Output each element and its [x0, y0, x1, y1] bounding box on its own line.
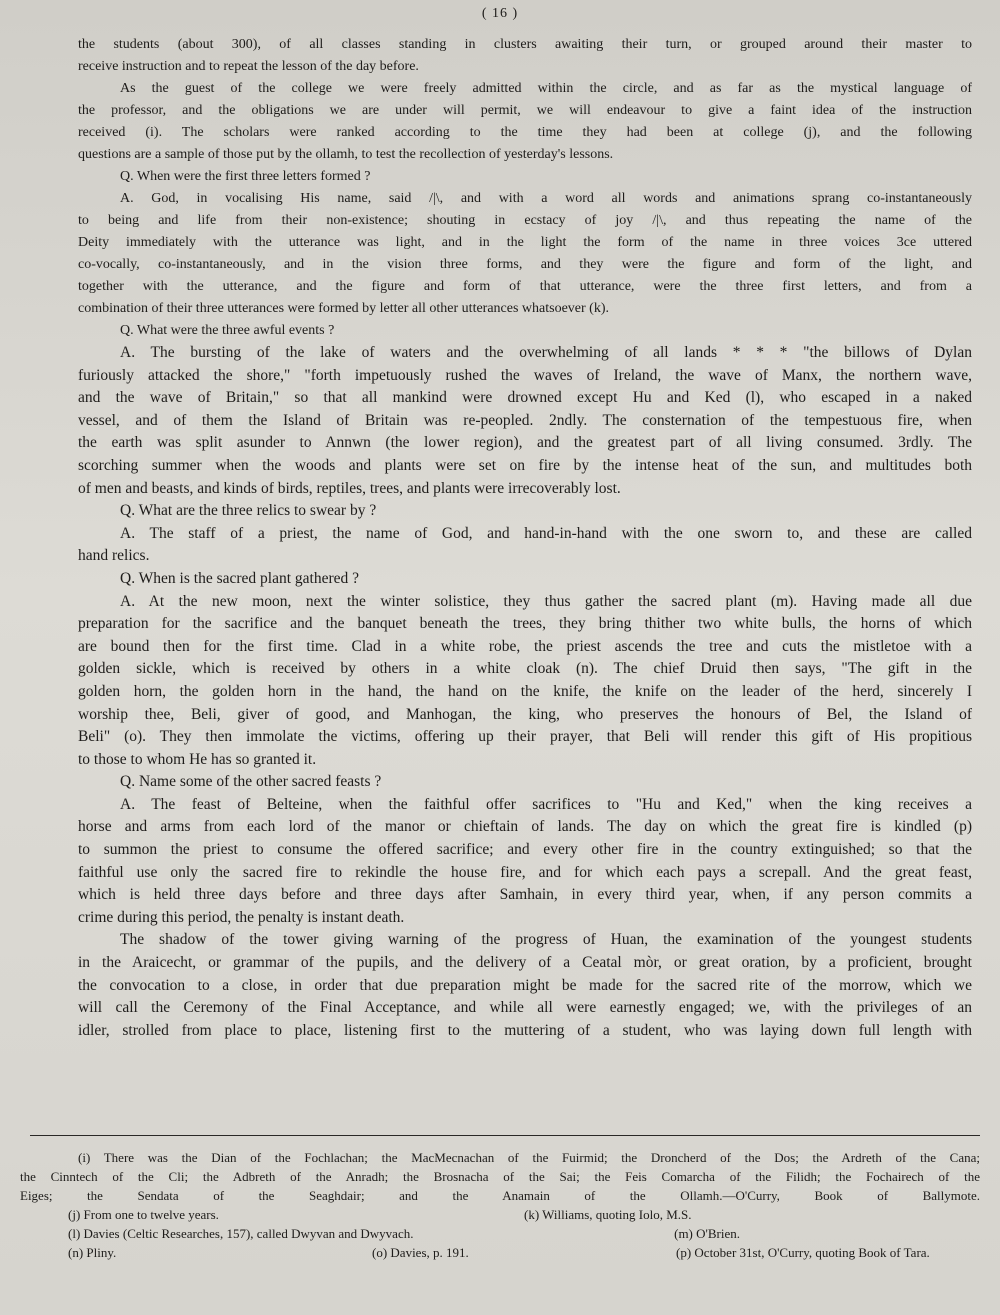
text-line: questions are a sample of those put by the ollamh, to test the recollection of yesterday's lessons. — [78, 147, 614, 162]
footnote-l: (l) Davies (Celtic Researches, 157), called Dwyvan and Dwyvach. — [68, 1226, 414, 1241]
text-line: combination of their three utterances were formed by letter all other utterances whatsoever (k). — [78, 301, 609, 316]
text-line: golden horn, the golden horn in the hand, the hand on the knife, the knife on the leader of the herd, sincerely I — [78, 682, 972, 700]
text-line: A. At the new moon, next the winter solistice, they thus gather the sacred plant (m). Having made all due — [120, 592, 972, 610]
text-line: received (i). The scholars were ranked according to the time they had been at college (j), and the following — [78, 125, 972, 140]
text-line: in the Araicecht, or grammar of the pupils, and the delivery of a Ceatal mòr, or great oration, by a proficient, brought — [78, 954, 972, 972]
text-line: the professor, and the obligations we are under will permit, we will endeavour to give a faint idea of the instruction — [78, 103, 972, 118]
footnote-divider — [30, 1135, 980, 1136]
text-line: Deity immediately with the utterance was light, and in the light the form of the name in three voices 3ce uttered — [78, 235, 972, 250]
text-line: faithful use only the sacred fire to rekindle the house fire, and for which each pays a screpall. And the great feast, — [78, 863, 972, 881]
text-line: golden sickle, which is received by others in a white cloak (n). The chief Druid then says, "The gift in the — [78, 660, 972, 678]
body-text — [78, 34, 972, 1042]
footnote-n: (n) Pliny. — [68, 1245, 117, 1260]
footnote-line: Eiges; the Sendata of the Seaghdair; and the Anamain of the Ollamh.—O'Curry, Book of Ballymote. — [20, 1188, 980, 1203]
footnote-j: (j) From one to twelve years. — [68, 1207, 219, 1222]
text-line: A. The staff of a priest, the name of God, and hand-in-hand with the one sworn to, and these are called — [120, 524, 972, 542]
text-line: to summon the priest to consume the offered sacrifice; and every other fire in the country extinguished; so that the — [78, 841, 972, 859]
text-line: worship thee, Beli, giver of good, and Manhogan, the king, who preserves the honours of Bel, the Island of — [78, 705, 972, 723]
question-line: Q. What are the three relics to swear by ? — [120, 502, 377, 520]
text-line: receive instruction and to repeat the lesson of the day before. — [78, 59, 419, 74]
text-line: to being and life from their non-existence; shouting in ecstacy of joy /|\, and thus repeating the name of the — [78, 213, 972, 228]
text-line: are bound then for the first time. Clad in a white robe, the priest ascends the tree and cuts the mistletoe with a — [78, 637, 972, 655]
footnote-line: the Cinntech of the Cli; the Adbreth of the Anradh; the Brosnacha of the Sai; the Feis Comarcha of the Filidh; the Fochairech of the — [20, 1169, 980, 1184]
question-line: Q. What were the three awful events ? — [120, 323, 335, 338]
text-line: will call the Ceremony of the Final Acceptance, and while all were earnestly engaged; we, with the privileges of an — [78, 999, 972, 1017]
question-line: Q. When were the first three letters formed ? — [120, 169, 371, 184]
text-line: which is held three days before and three days after Samhain, in every third year, when, if any person commits a — [78, 886, 972, 904]
question-line: Q. When is the sacred plant gathered ? — [120, 569, 360, 587]
text-line: As the guest of the college we were freely admitted within the circle, and as far as the mystical language of — [120, 81, 972, 96]
text-line: Beli" (o). They then immolate the victims, offering up their prayer, that Beli will render this gift of His propitious — [78, 728, 972, 746]
text-line: idler, strolled from place to place, listening first to the muttering of a student, who was laying down full length with — [78, 1021, 972, 1039]
text-line: vessel, and of them the Island of Britain was re-peopled. 2ndly. The consternation of the tempestuous fire, when — [78, 411, 972, 429]
page-number: ( 16 ) — [481, 6, 519, 21]
footnotes — [20, 1148, 980, 1262]
text-line: the earth was split asunder to Annwn (the lower region), and the greatest part of all living consumed. 3rdly. The — [78, 434, 972, 452]
footnote-row — [20, 1243, 980, 1262]
text-line: scorching summer when the woods and plants were set on fire by the intense heat of the sun, and multitudes both — [78, 456, 972, 474]
text-line: the convocation to a close, in order that due preparation might be made for the sacred rite of the morrow, which we — [78, 976, 972, 994]
footnote-k: (k) Williams, quoting Iolo, M.S. — [524, 1207, 692, 1222]
opening-paragraph — [78, 34, 972, 342]
footnote-row — [20, 1205, 980, 1224]
text-line: horse and arms from each lord of the manor or chieftain of lands. The day on which the great fire is kindled (p) — [78, 818, 972, 836]
text-line: The shadow of the tower giving warning of the progress of Huan, the examination of the youngest students — [120, 931, 972, 949]
text-line: of men and beasts, and kinds of birds, reptiles, trees, and plants were irrecoverably lost. — [78, 479, 621, 497]
text-line: to those to whom He has so granted it. — [78, 750, 317, 768]
text-line: A. God, in vocalising His name, said /|\, and with a word all words and animations sprang co-instantaneously — [120, 191, 972, 206]
footnote-m: (m) O'Brien. — [674, 1226, 740, 1241]
text-line: furiously attacked the shore," "forth impetuously rushed the waves of Ireland, the wave of Manx, the northern wave, — [78, 366, 972, 384]
text-line: and the wave of Britain," so that all mankind were drowned except Hu and Ked (l), who escaped in a naked — [78, 389, 972, 407]
text-line: together with the utterance, and the figure and form of that utterance, were the three first letters, and from a — [78, 279, 972, 294]
text-line: crime during this period, the penalty is instant death. — [78, 908, 405, 926]
text-line: the students (about 300), of all classes standing in clusters awaiting their turn, or grouped around their master to — [78, 37, 972, 52]
text-line: co-vocally, co-instantaneously, and in the vision three forms, and they were the figure and form of the light, and — [78, 257, 972, 272]
footnote-row — [20, 1224, 980, 1243]
text-line: A. The feast of Belteine, when the faithful offer sacrifices to "Hu and Ked," when the king receives a — [120, 795, 972, 813]
text-line: hand relics. — [78, 547, 150, 565]
footnote-line: (i) There was the Dian of the Fochlachan; the MacMecnachan of the Fuirmid; the Droncherd of the Dos; the Ardreth of the Cana; — [78, 1150, 980, 1165]
footnote-o: (o) Davies, p. 191. — [372, 1245, 469, 1260]
footnote-p: (p) October 31st, O'Curry, quoting Book of Tara. — [676, 1245, 930, 1260]
question-line: Q. Name some of the other sacred feasts ? — [120, 773, 382, 791]
text-line: preparation for the sacrifice and the banquet beneath the trees, they bring thither two white bulls, the horns of which — [78, 615, 972, 633]
text-line: A. The bursting of the lake of waters and the overwhelming of all lands * * * "the billows of Dylan — [120, 344, 972, 361]
